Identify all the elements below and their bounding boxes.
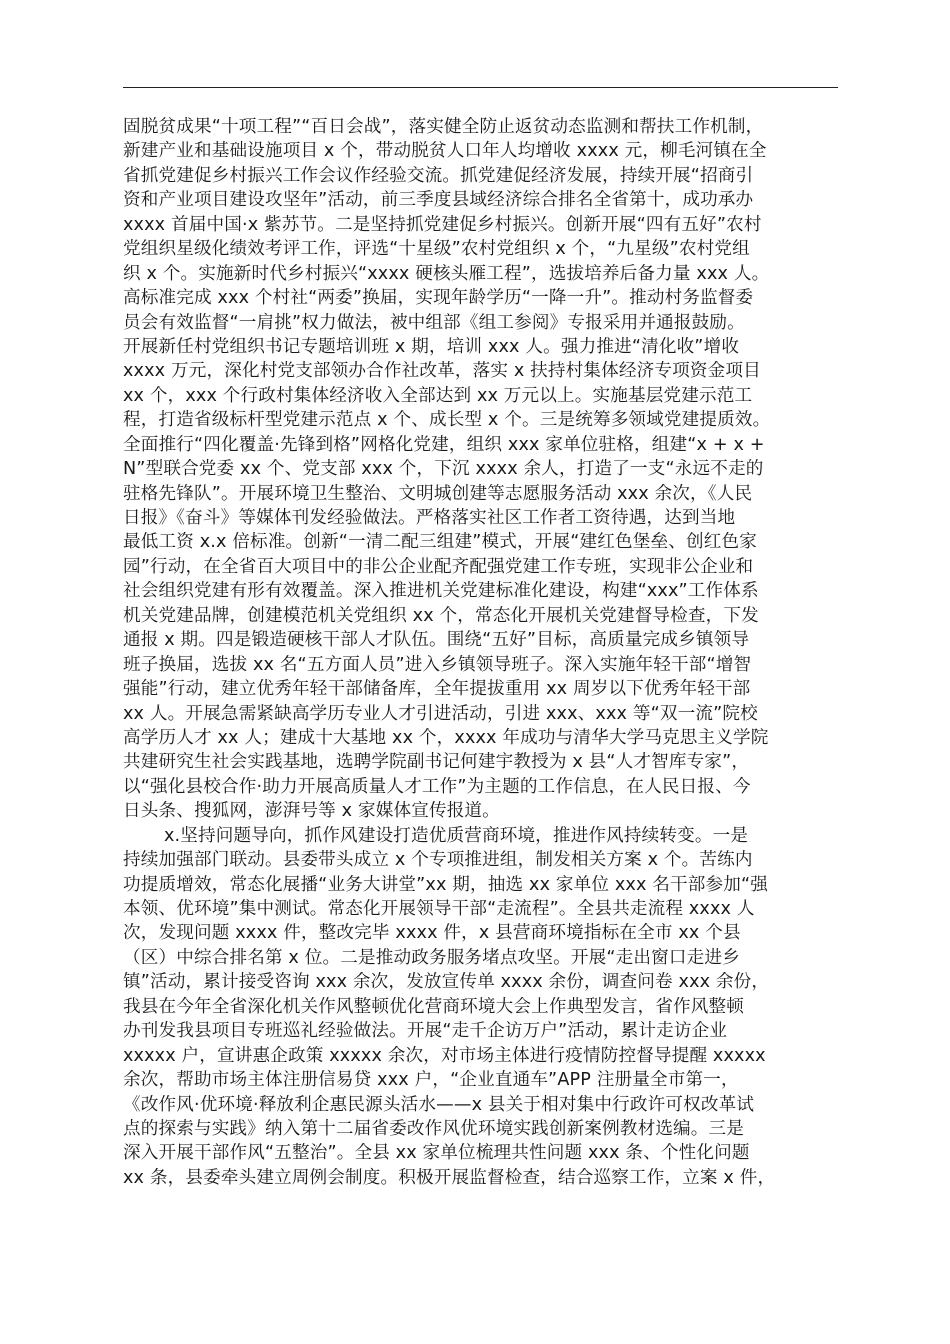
text-line: 以“强化县校合作·助力开展高质量人才工作”为主题的工作信息，在人民日报、今 [123,776,751,797]
text-line: 余次，帮助市场主体注册信易贷 xxx 户，“企业直通车”APP 注册量全市第一， [123,1070,739,1091]
text-line: 共建研究生社会实践基地，选聘学院副书记何建宇教授为 x 县“人才智库专家”， [123,752,750,773]
text-line: 持续加强部门联动。县委带头成立 x 个专项推进组，制发相关方案 x 个。苦练内 [123,850,753,871]
text-line: 功提质增效，常态化展播“业务大讲堂”xx 期，抽选 xx 家单位 xxx 名干部参加“强 [123,874,769,895]
text-line: 高标准完成 xxx 个村社“两委”换届，实现年龄学历“一降一升”。推动村务监督委 [123,288,754,309]
text-line: 我县在今年全省深化机关作风整顿优化营商环境大会上作典型发言，省作风整顿 [123,996,745,1017]
text-line: 员会有效监督“一肩挑”权力做法，被中组部《组工参阅》专报采用并通报鼓励。 [123,312,745,333]
text-line: 机关党建品牌，创建模范机关党组织 xx 个，常态化开展机关党建督导检查，下发 [123,605,759,626]
text-line: 班子换届，选拔 xx 名“五方面人员”进入乡镇领导班子。深入实施年轻干部“增智 [123,654,752,675]
text-line: 党组织星级化绩效考评工作，评选“十星级”农村党组织 x 个，“九星级”农村党组 [123,239,750,260]
text-line: 园”行动，在全省百大项目中的非公企业配齐配强党建工作专班，实现非公企业和 [123,556,754,577]
text-line: 最低工资 x.x 倍标准。创新“一清二配三组建”模式，开展“建红色堡垒、创红色家 [123,532,757,553]
text-line: xx 人。开展急需紧缺高学历专业人才引进活动，引进 xxx、xxx 等“双一流”院校 [123,703,758,724]
text-line: 驻格先锋队”。开展环境卫生整治、文明城创建等志愿服务活动 xxx 余次，《人民 [123,483,753,504]
text-line: xxxx 万元，深化村党支部领办合作社改革，落实 x 扶持村集体经济专项资金项目 [123,361,761,382]
text-line: 高学历人才 xx 人；建成十大基地 xx 个，xxxx 年成功与清华大学马克思主义学院 [123,727,769,748]
text-line: xxxx 首届中国·x 紫苏节。二是坚持抓党建促乡村振兴。创新开展“四有五好”农村 [123,214,762,235]
text-line: 《改作风·优环境·释放利企惠民源头活水——x 县关于相对集中行政许可权改革试 [123,1094,755,1115]
text-line: 强能”行动，建立优秀年轻干部储备库，全年提拔重用 xx 周岁以下优秀年轻干部 [123,679,751,700]
text-line: 省抓党建促乡村振兴工作会议作经验交流。抓党建促经济发展，持续开展“招商引 [123,165,754,186]
text-line: 程，打造省级标杆型党建示范点 x 个、成长型 x 个。三是统筹多领域党建提质效。 [123,410,771,431]
text-line: xx 条，县委牵头建立周例会制度。积极开展监督检查，结合巡察工作，立案 x 件， [123,1167,776,1188]
text-line: 镇”活动，累计接受咨询 xxx 余次，发放宣传单 xxxx 余份，调查问卷 xxx 余份， [123,972,770,993]
text-line: 开展新任村党组织书记专题培训班 x 期，培训 xxx 人。强力推进“清化收”增收 [123,336,740,357]
text-line: N”型联合党委 xx 个、党支部 xxx 个，下沉 xxxx 余人，打造了一支“永远不走的 [123,459,764,480]
text-line: 织 x 个。实施新时代乡村振兴“xxxx 硬核头雁工程”，选拔培养后备力量 xxx 人。 [123,263,770,284]
text-line: 深入开展干部作风“五整治”。全县 xx 家单位梳理共性问题 xxx 条、个性化问题 [123,1143,750,1164]
header-rule [123,87,838,88]
text-line: 全面推行“四化覆盖·先锋到格”网格化党建，组织 xxx 家单位驻格，组建“x + x + [123,434,765,455]
text-line: 办刊发我县项目专班巡礼经验做法。开展“走千企访万户”活动，累计走访企业 [123,1021,728,1042]
text-line: 固脱贫成果“十项工程”“百日会战”，落实健全防止返贫动态监测和帮扶工作机制， [123,117,764,137]
text-line: xxxxx 户，宣讲惠企政策 xxxxx 余次，对市场主体进行疫情防控督导提醒 xxxxx [123,1045,766,1066]
text-line: 新建产业和基础设施项目 x 个，带动脱贫人口年人均增收 xxxx 元，柳毛河镇在全 [123,141,767,162]
text-line: （区）中综合排名第 x 位。二是推动政务服务堵点攻坚。开展“走出窗口走进乡 [123,947,740,968]
text-line: 本领、优环境”集中测试。常态化开展领导干部“走流程”。全县共走流程 xxxx 人 [123,899,755,919]
section-heading-line: x.坚持问题导向，抓作风建设打造优质营商环境，推进作风持续转变。一是 [164,825,749,846]
text-line: 日报》《奋斗》等媒体刊发经验做法。严格落实社区工作者工资待遇，达到当地 [123,508,736,528]
text-line: 点的探索与实践》纳入第十二届省委改作风优环境实践创新案例教材选编。三是 [123,1118,745,1139]
text-line: 日头条、搜狐网，澎湃号等 x 家媒体宣传报道。 [123,801,500,822]
text-line: xx 个，xxx 个行政村集体经济收入全部达到 xx 万元以上。实施基层党建示范工 [123,385,753,406]
body-text [123,115,853,1190]
text-line: 社会组织党建有形有效覆盖。深入推进机关党建标准化建设，构建“xxx”工作体系 [123,581,759,602]
text-line: 次，发现问题 xxxx 件，整改完毕 xxxx 件，x 县营商环境指标在全市 xx 个县 [123,923,741,944]
text-line: 通报 x 期。四是锻造硬核干部人才队伍。围绕“五好”目标，高质量完成乡镇领导 [123,630,750,651]
text-line: 资和产业项目建设攻坚年”活动，前三季度县域经济综合排名全省第十，成功承办 [123,190,754,211]
